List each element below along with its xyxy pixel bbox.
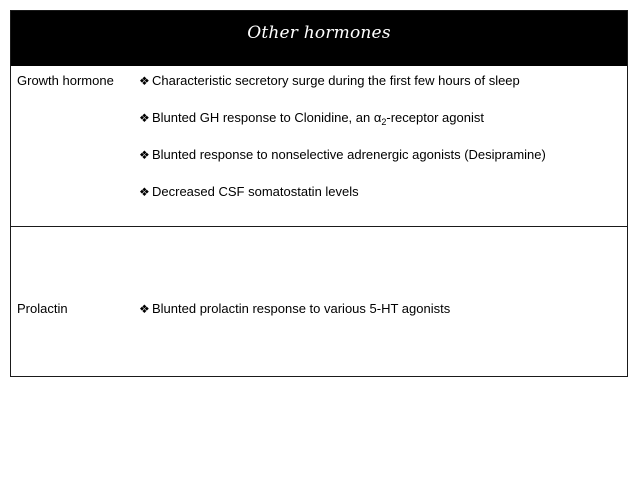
bullet-item [139,73,546,89]
bullet-list-prolactin [139,301,450,338]
bullet-text: Blunted prolactin response to various 5-HT agonists [152,301,451,316]
bullet-list-growth-hormone [139,73,546,221]
row-label-prolactin: Prolactin [17,301,68,316]
bullet-text: Characteristic secretory surge during the first few hours of sleep [152,73,520,88]
bullet-item [139,184,546,200]
bullet-item [139,110,546,126]
diamond-bullet-icon: ❖ [139,74,150,88]
bullet-subscript: 2 [381,117,387,127]
bullet-text: Blunted GH response to Clonidine, an α [152,110,382,125]
diamond-bullet-icon: ❖ [139,148,150,162]
table-title: Other hormones [247,23,391,43]
diamond-bullet-icon: ❖ [139,111,150,125]
diamond-bullet-icon: ❖ [139,185,150,199]
table-row-prolactin [11,227,627,376]
bullet-item [139,301,450,317]
table-row-growth-hormone [11,66,627,227]
bullet-text-suffix: -receptor agonist [386,110,484,125]
bullet-item [139,147,546,163]
diamond-bullet-icon: ❖ [139,302,150,316]
bullet-text: Decreased CSF somatostatin levels [152,184,359,199]
bullet-text: Blunted response to nonselective adrenergic agonists (Desipramine) [152,147,546,162]
row-label-growth-hormone: Growth hormone [17,73,114,88]
table-header [11,11,627,66]
hormone-table [10,10,628,377]
